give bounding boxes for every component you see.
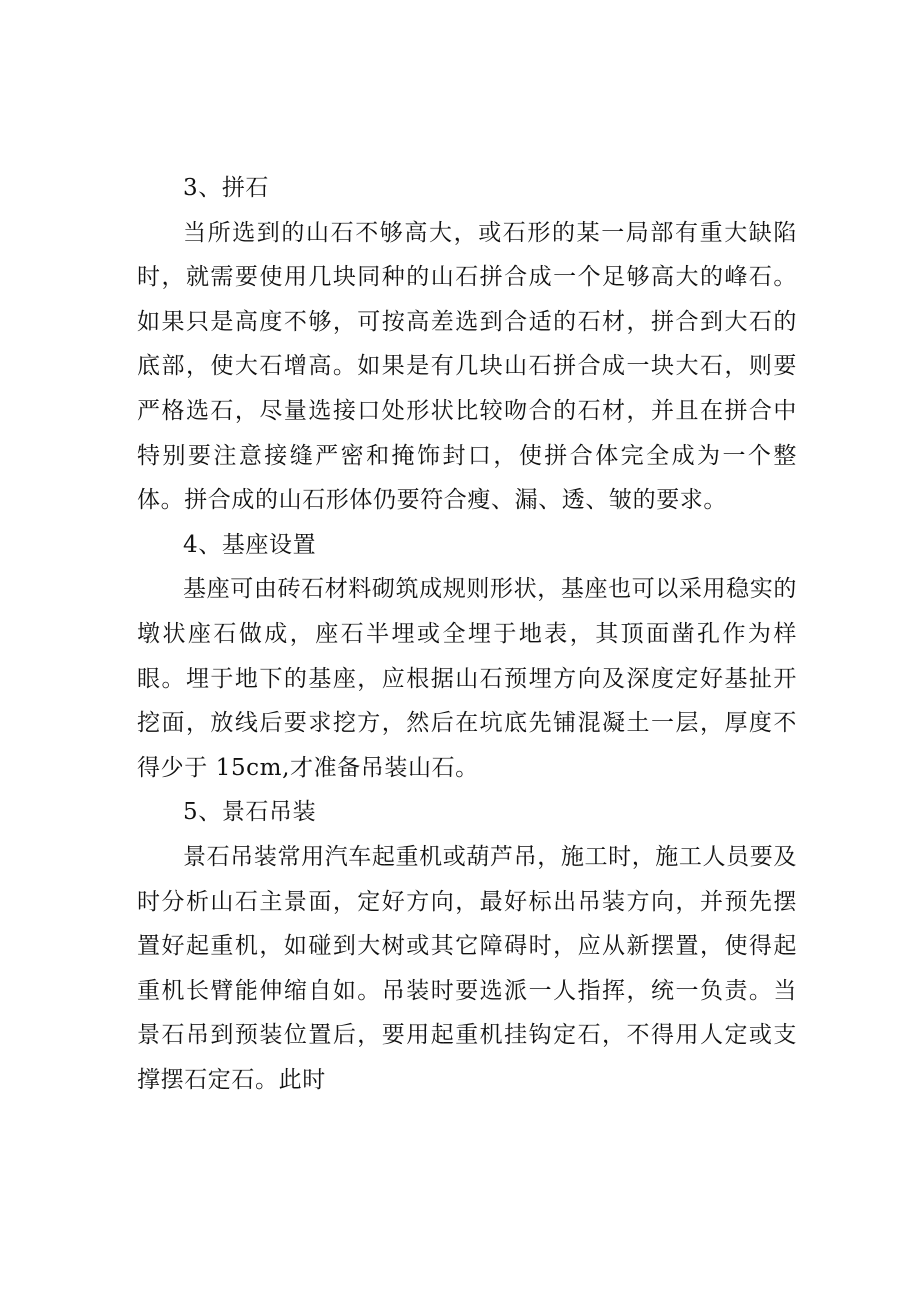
section-paragraph-3: 当所选到的山石不够高大，或石形的某一局部有重大缺陷时，就需要使用几块同种的山石拼合成一个足够高大的峰石。如果只是高度不够，可按高差选到合适的石材，拼合到大石的底部，使大石增高。如果是有几块山石拼合成一块大石，则要严格选石，尽量选接口处形状比较吻合的石材，并且在拼合中特别要注意接缝严密和掩饰封口，使拼合体完全成为一个整体。拼合成的山石形体仍要符合瘦、漏、透、皱的要求。 [137, 219, 797, 514]
section-heading-3: 3、拼石 [183, 175, 270, 201]
section-heading-4: 4、基座设置 [183, 531, 317, 558]
section-paragraph-4: 基座可由砖石材料砌筑成规则形状，基座也可以采用稳实的墩状座石做成，座石半埋或全埋于地表，其顶面凿孔作为样眼。埋于地下的基座，应根据山石预埋方向及深度定好基扯开挖面，放线后要求挖方，然后在坑底先铺混凝土一层，厚度不得少于 15cm,才准备吊装山石。 [137, 576, 797, 781]
section-paragraph-5: 景石吊装常用汽车起重机或葫芦吊，施工时，施工人员要及时分析山石主景面，定好方向，最好标出吊装方向，并预先摆置好起重机，如碰到大树或其它障碍时，应从新摆置，使得起重机长臂能伸缩自如。吊装时要选派一人指挥，统一负责。当景石吊到预装位置后，要用起重机挂钩定石，不得用人定或支撑摆石定石。此时 [137, 843, 797, 1093]
document-body [137, 166, 797, 1102]
section-heading-5: 5、景石吊装 [183, 799, 317, 826]
